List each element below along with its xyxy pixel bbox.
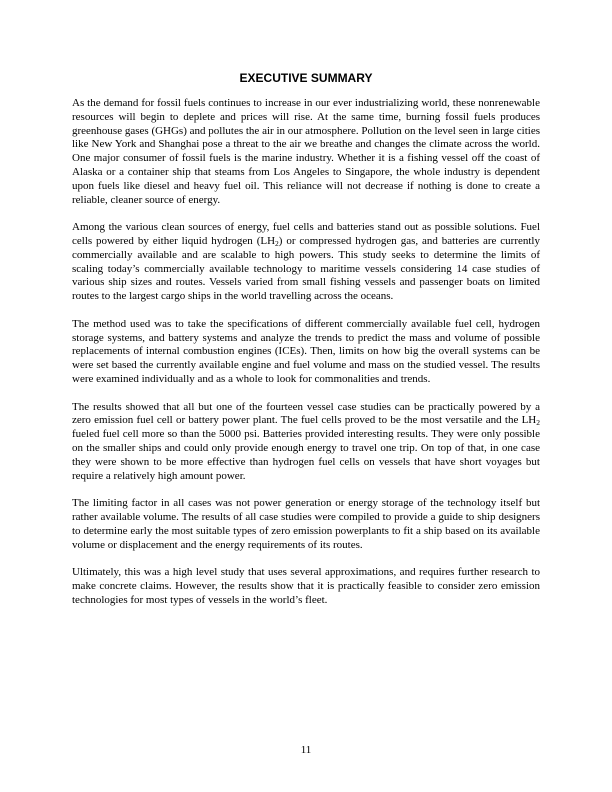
paragraph-1: As the demand for fossil fuels continues to increase in our ever industrializing world, these nonrenewable resources will begin to deplete and prices will rise. At the same time, burning fossil fuels produces greenhouse gases (GHGs) and pollutes the air in our atmosphere. Pollution on the level seen in large cities like New York and Shanghai pose a threat to the air we breathe and changes the climate across the world. One major consumer of fossil fuels is the marine industry. Whether it is a fishing vessel off the coast of Alaska or a container ship that steams from Los Angeles to Singapore, the whole industry is dependent upon fuels like diesel and heavy fuel oil. This reliance will not decrease if nothing is done to create a reliable, cleaner source of energy. (72, 97, 540, 206)
paragraph-2-part-1: Among the various clean sources of energy, fuel cells and batteries stand out as possible solutions. Fuel cells powered by either liquid hydrogen (LH (72, 221, 540, 247)
paragraph-5: The limiting factor in all cases was not power generation or energy storage of the technology itself but rather available volume. The results of all case studies were compiled to provide a guide to ship designers to determine early the most suitable types of zero emission powerplants to fit a ship based on its available volume or displacement and the energy requirements of its routes. (72, 497, 540, 551)
paragraph-3: The method used was to take the specifications of different commercially available fuel cell, hydrogen storage systems, and battery systems and analyze the trends to predict the mass and volume of possible replacements of internal combustion engines (ICEs). Then, limits on how big the overall systems can be were set based the currently available engine and fuel volume and mass on the studied vessel. The results were examined individually and as a whole to look for commonalities and trends. (72, 317, 540, 385)
paragraph-2 (72, 221, 540, 304)
subscript-2: 2 (536, 418, 540, 428)
paragraph-4-part-2: fueled fuel cell more so than the 5000 psi. Batteries provided interesting results. They were only possible on the smaller ships and could only provide enough energy to travel one trip. On top of that, in one case they were shown to be more effective than hydrogen fuel cells on vessels that have short voyages but require a relatively high amount power. (72, 428, 540, 482)
paragraph-6: Ultimately, this was a high level study that uses several approximations, and requires further research to make concrete claims. However, the results show that it is practically feasible to consider zero emission technologies for most types of vessels in the world’s fleet. (72, 566, 540, 606)
page-title: EXECUTIVE SUMMARY (239, 71, 373, 85)
subscript-2: 2 (275, 238, 279, 248)
paragraph-4 (72, 401, 540, 484)
page-number: 11 (300, 744, 312, 756)
paragraph-4-part-1: The results showed that all but one of the fourteen vessel case studies can be practically powered by a zero emission fuel cell or battery power plant. The fuel cells proved to be the most versatile and the LH (72, 400, 540, 427)
paragraph-2-part-2: ) or compressed hydrogen gas, and batteries are currently commercially available and are scalable to high powers. This study seeks to determine the limits of scaling today’s commercially available technology to maritime vessels considering 14 case studies of various ship sizes and routes. Vessels varied from small fishing vessels and passenger boats on limited routes to the largest cargo ships in the world travelling across the oceans. (72, 234, 540, 303)
document-body (72, 97, 540, 621)
